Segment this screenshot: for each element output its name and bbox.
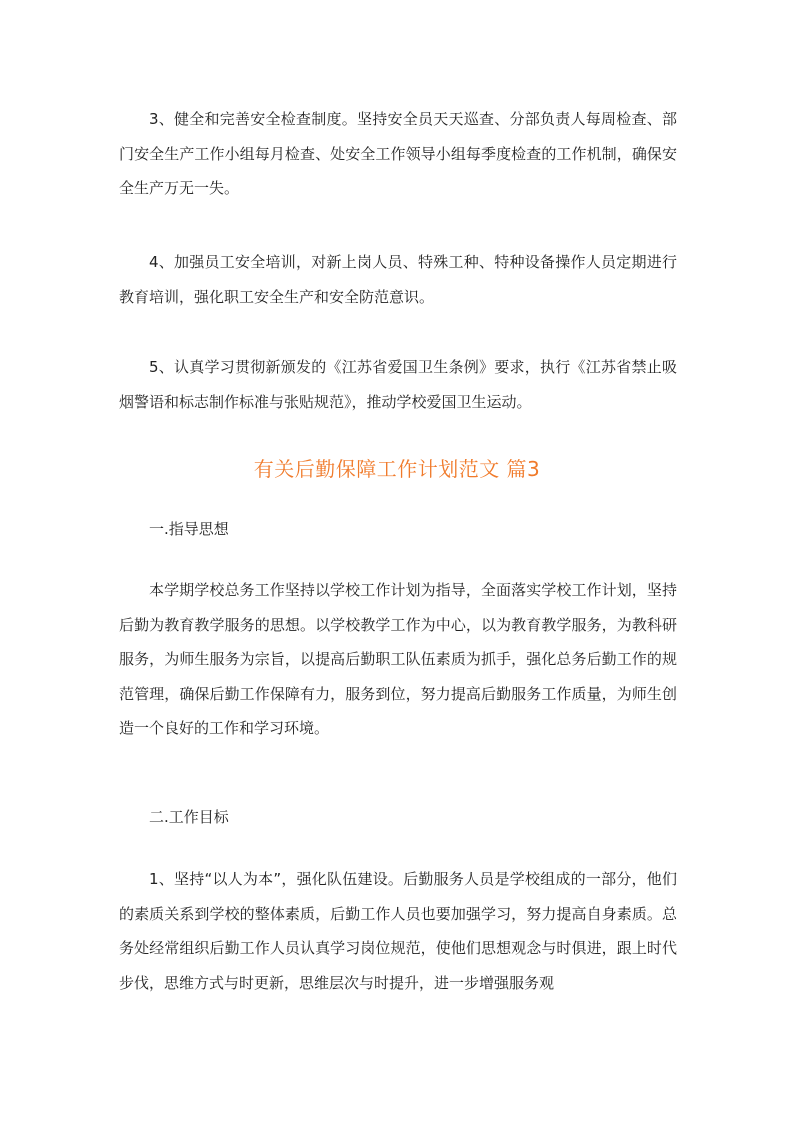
paragraph-health-regulations: 5、认真学习贯彻新颁发的《江苏省爱国卫生条例》要求，执行《江苏省禁止吸烟警语和标志制作标准与张贴规范》，推动学校爱国卫生运动。 (119, 358, 677, 411)
paragraph-safety-training: 4、加强员工安全培训，对新上岗人员、特殊工种、特种设备操作人员定期进行教育培训，强化职工安全生产和安全防范意识。 (119, 253, 677, 306)
paragraph-safety-inspection: 3、健全和完善安全检查制度。坚持安全员天天巡查、分部负责人每周检查、部门安全生产工作小组每月检查、处安全工作领导小组每季度检查的工作机制，确保安全生产万无一失。 (119, 110, 677, 197)
section-title: 有关后勤保障工作计划范文 篇3 (253, 457, 541, 481)
heading-work-goals: 二.工作目标 (149, 808, 229, 826)
paragraph-guiding-ideology: 本学期学校总务工作坚持以学校工作计划为指导，全面落实学校工作计划，坚持后勤为教育教学服务的思想。以学校教学工作为中心，以为教育教学服务，为教科研服务，为师生服务为宗旨，以提高后勤职工队伍素质为抓手，强化总务后勤工作的规范管理，确保后勤工作保障有力，服务到位，努力提高后勤服务工作质量，为师生创造一个良好的工作和学习环境。 (119, 581, 677, 737)
heading-guiding-ideology: 一.指导思想 (149, 520, 229, 538)
paragraph-work-goal-1: 1、坚持“以人为本”，强化队伍建设。后勤服务人员是学校组成的一部分，他们的素质关系到学校的整体素质，后勤工作人员也要加强学习，努力提高自身素质。总务处经常组织后勤工作人员认真学习岗位规范，使他们思想观念与时俱进，跟上时代步伐，思维方式与时更新，思维层次与时提升，进一步增强服务观 (119, 870, 677, 992)
